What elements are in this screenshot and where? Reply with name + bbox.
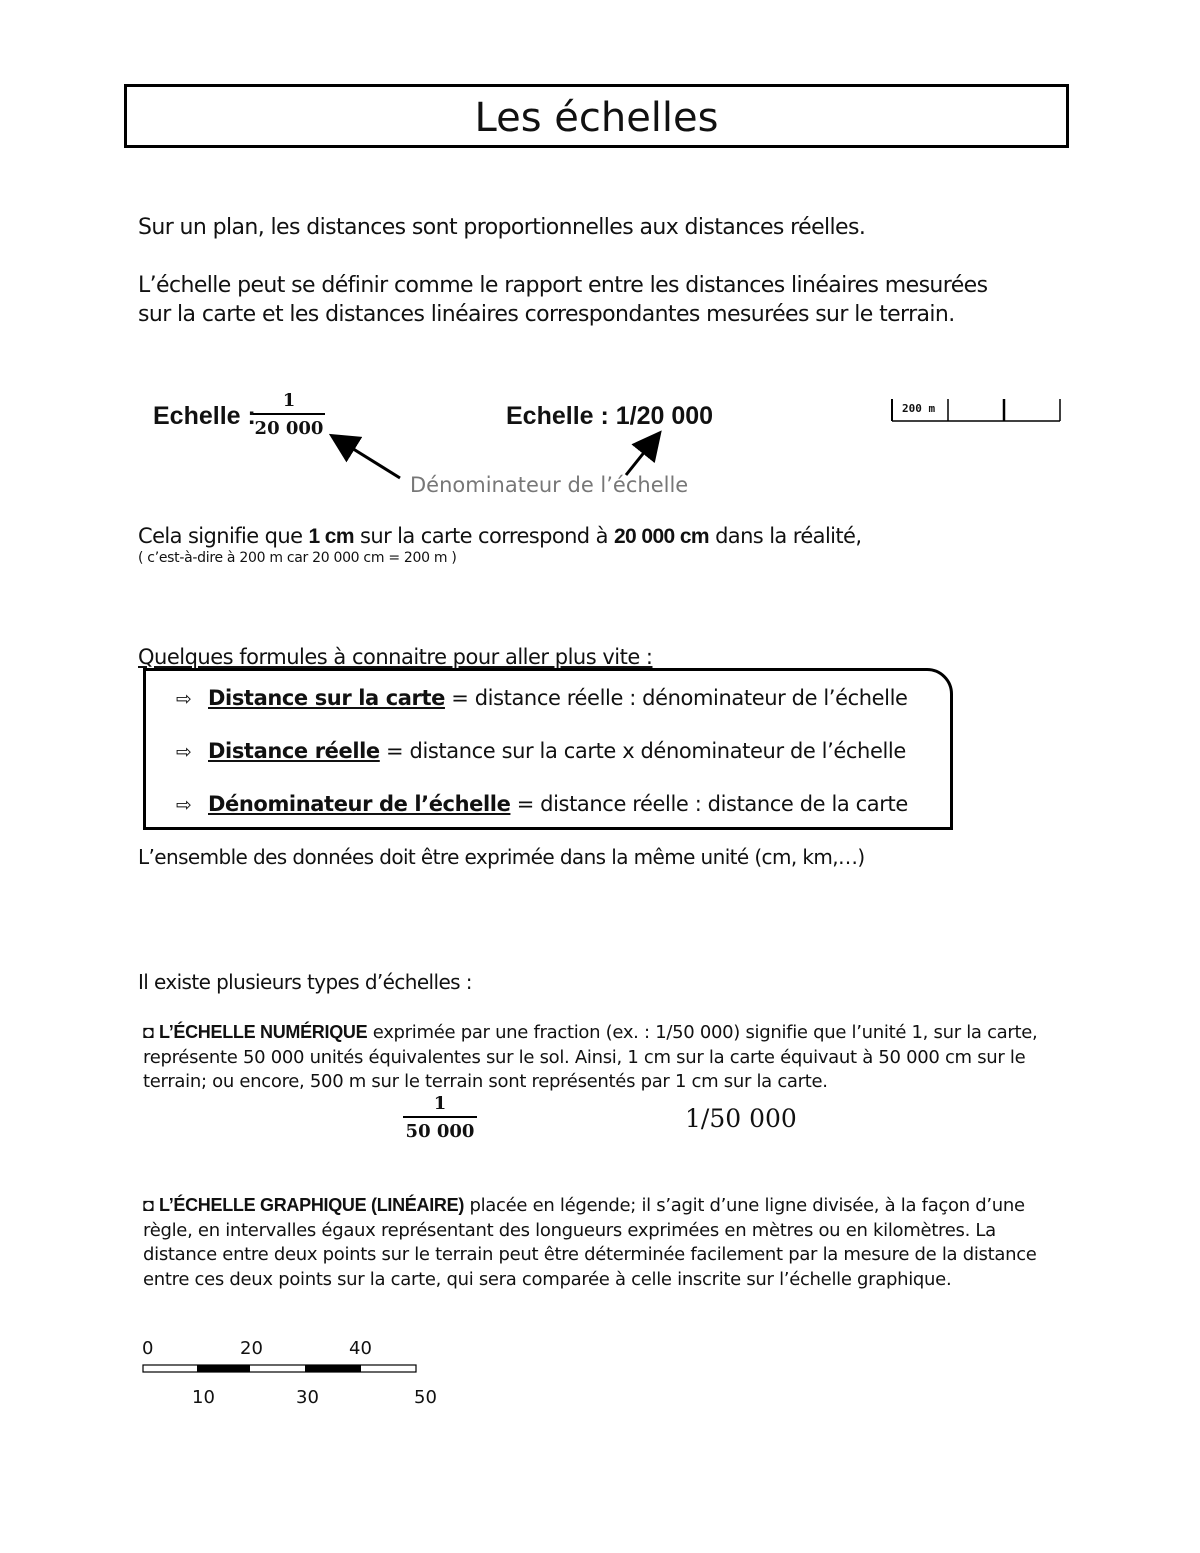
page-title: Les échelles	[474, 95, 719, 141]
units-note: L’ensemble des données doit être exprimée dans la même unité (cm, km,…)	[138, 845, 865, 869]
intro-line-2: L’échelle peut se définir comme le rapport entre les distances linéaires mesurées	[138, 273, 988, 298]
fraction-numerator: 1	[433, 1093, 447, 1114]
formula-item	[176, 686, 908, 710]
formula-term: Distance réelle	[208, 739, 380, 763]
fraction-denominator: 50 000	[405, 1121, 475, 1142]
graphic-scale-text: placée en légende; il s’agit d’une ligne divisée, à la façon d’une règle, en intervalles égaux représentant des longueurs exprimées en mètres ou en kilomètres. La distance entre deux points sur le terrain peut être déterminée facilement par la mesure de la distance entre ces deux points sur la carte, qui sera comparée à celle inscrite sur l’échelle graphique.	[143, 1195, 1037, 1290]
meaning-post: dans la réalité,	[709, 524, 862, 548]
small-scale-bar-label: 200 m	[902, 402, 936, 415]
arrow-right-icon: ⇨	[176, 688, 192, 710]
ruler-label-top: 40	[349, 1338, 372, 1359]
ruler-label-bottom: 50	[414, 1387, 437, 1408]
fraction-denominator: 20 000	[254, 418, 324, 439]
formula-term: Dénominateur de l’échelle	[208, 792, 511, 816]
formula-rest: = distance réelle : dénominateur de l’échelle	[444, 686, 908, 710]
echelle-inline-label: Echelle : 1/20 000	[506, 402, 714, 430]
intro-line-1: Sur un plan, les distances sont proportionnelles aux distances réelles.	[138, 215, 866, 240]
bullet-icon: ◘	[143, 1022, 154, 1042]
numeric-scale-text: exprimée par une fraction (ex. : 1/50 000) signifie que l’unité 1, sur la carte, représente 50 000 unités équivalentes sur le sol. Ainsi, 1 cm sur la carte équivaut à 50 000 cm sur le terrain; ou encore, 500 m sur le terrain sont représentés par 1 cm sur la carte.	[143, 1022, 1038, 1092]
numeric-fraction	[403, 1093, 477, 1142]
graphic-scale-paragraph	[143, 1193, 1053, 1292]
graphic-scale-title: L’ÉCHELLE GRAPHIQUE (LINÉAIRE)	[159, 1195, 465, 1215]
echelle-fraction-label: Echelle :	[153, 402, 256, 430]
meaning-cm: 1 cm	[308, 525, 354, 548]
fraction-bar	[403, 1116, 477, 1118]
bullet-icon: ◘	[143, 1195, 154, 1215]
ruler-label-top: 20	[240, 1338, 263, 1359]
arrow-right-icon: ⇨	[176, 794, 192, 816]
meaning-mid: sur la carte correspond à	[353, 524, 614, 548]
formula-item	[176, 739, 906, 763]
echelle-fraction	[253, 390, 325, 439]
formula-rest: = distance sur la carte x dénominateur de l’échelle	[379, 739, 906, 763]
numeric-inline: 1/50 000	[685, 1104, 797, 1133]
formulas-heading: Quelques formules à connaitre pour aller plus vite :	[138, 645, 653, 669]
formula-item	[176, 792, 908, 816]
arrow-right-icon: ⇨	[176, 741, 192, 763]
graphic-ruler	[142, 1363, 420, 1375]
meaning-line	[138, 524, 861, 549]
meaning-note: ( c’est-à-dire à 200 m car 20 000 cm = 200 m )	[138, 550, 457, 566]
denominator-note: Dénominateur de l’échelle	[410, 473, 689, 497]
intro-line-3: sur la carte et les distances linéaires correspondantes mesurées sur le terrain.	[138, 302, 955, 327]
fraction-numerator: 1	[282, 390, 296, 411]
ruler-label-bottom: 30	[296, 1387, 319, 1408]
formula-rest: = distance réelle : distance de la carte	[510, 792, 908, 816]
title-box	[124, 84, 1069, 148]
numeric-scale-title: L’ÉCHELLE NUMÉRIQUE	[159, 1022, 368, 1042]
ruler-label-top: 0	[142, 1338, 154, 1359]
meaning-big: 20 000 cm	[613, 525, 709, 548]
types-intro: Il existe plusieurs types d’échelles :	[138, 970, 472, 994]
fraction-bar	[253, 413, 325, 415]
ruler-label-bottom: 10	[192, 1387, 215, 1408]
formula-term: Distance sur la carte	[208, 686, 445, 710]
meaning-pre: Cela signifie que	[138, 524, 309, 548]
numeric-scale-paragraph	[143, 1020, 1053, 1095]
